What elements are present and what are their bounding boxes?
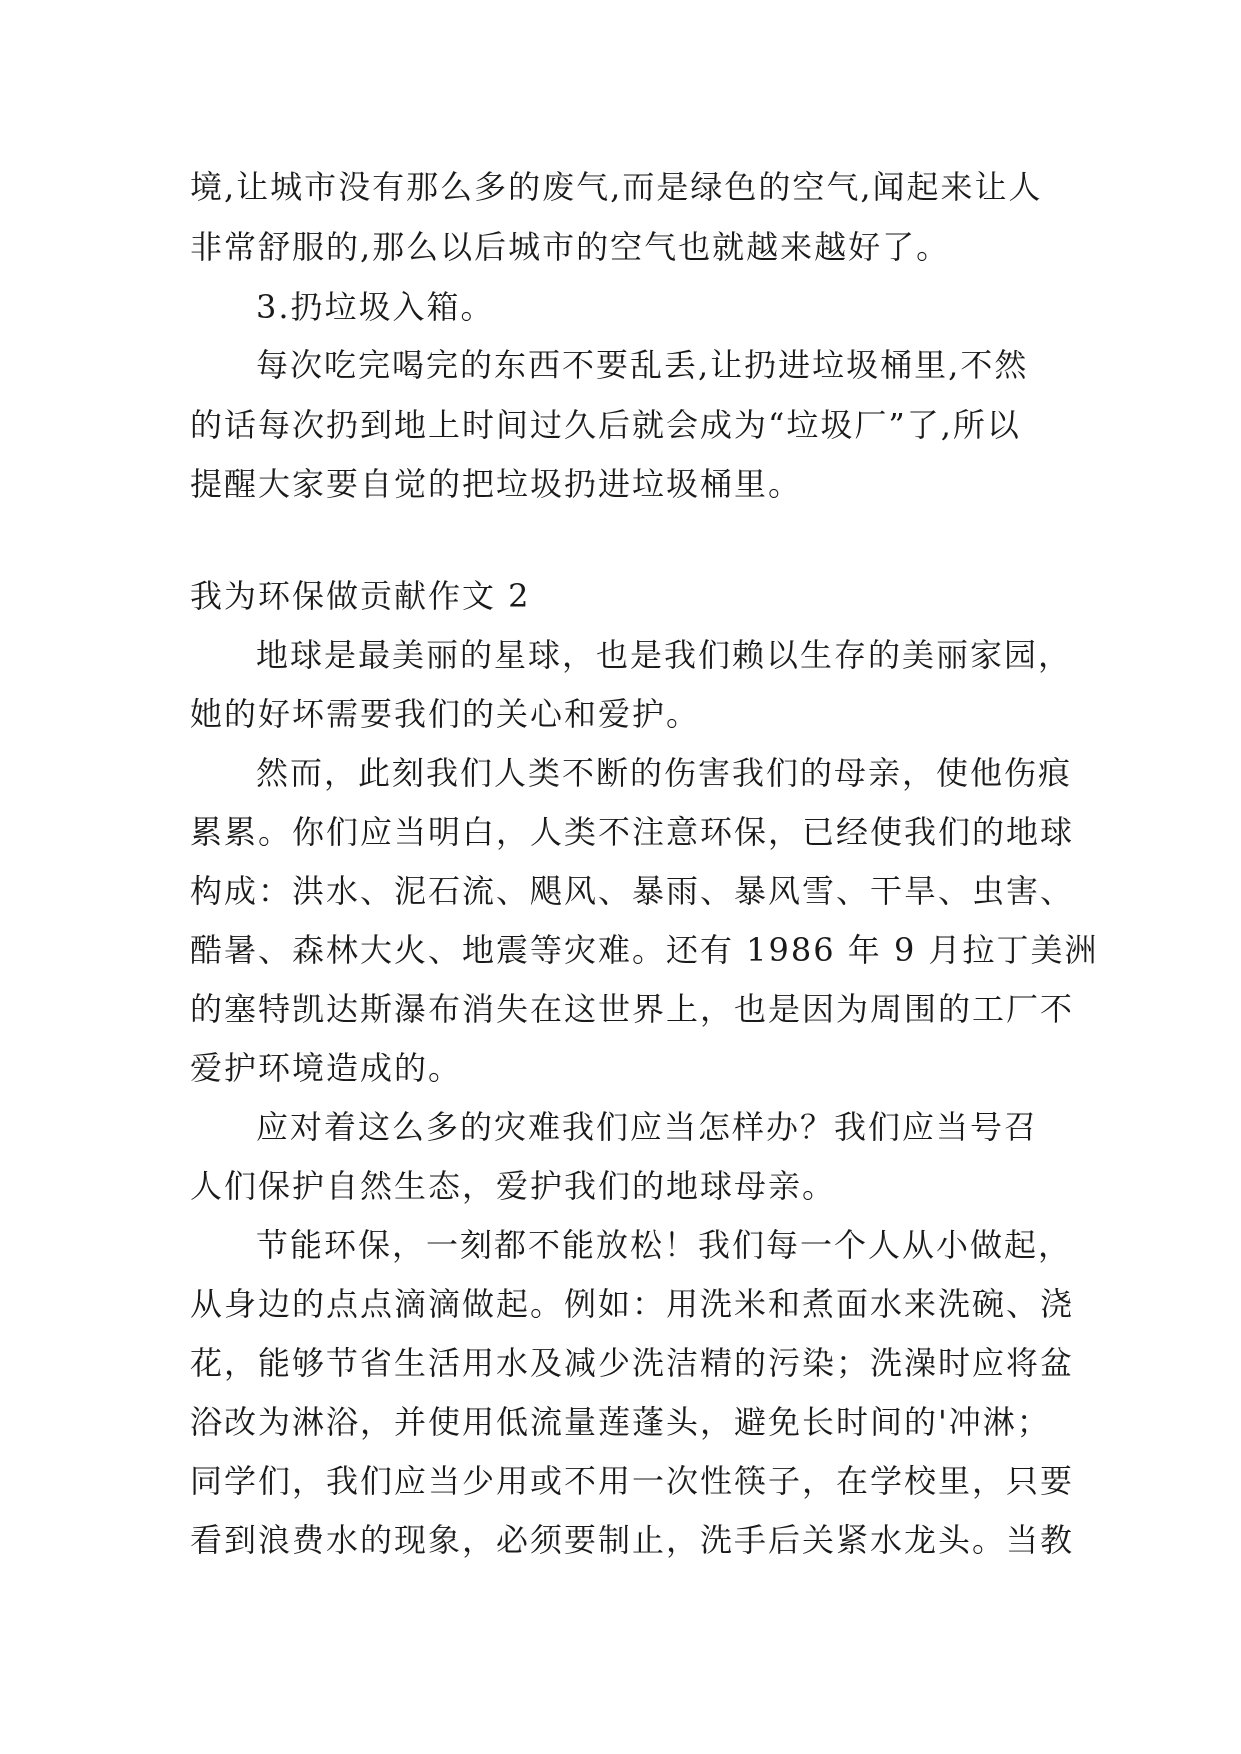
paragraph-line: 浴改为淋浴，并使用低流量莲蓬头，避免长时间的'冲淋； [190, 1403, 1051, 1441]
paragraph-line: 节能环保，一刻都不能放松！我们每一个人从小做起， [256, 1226, 1073, 1264]
paragraph-line: 人们保护自然生态，爱护我们的地球母亲。 [190, 1167, 837, 1205]
paragraph-line: 非常舒服的,那么以后城市的空气也就越来越好了。 [190, 228, 951, 266]
paragraph-line: 每次吃完喝完的东西不要乱丢,让扔进垃圾桶里,不然 [256, 346, 1029, 384]
paragraph-line: 从身边的点点滴滴做起。例如：用洗米和煮面水来洗碗、浇 [190, 1285, 1075, 1323]
paragraph-line: 的塞特凯达斯瀑布消失在这世界上，也是因为周围的工厂不 [190, 990, 1075, 1028]
paragraph-line: 提醒大家要自觉的把垃圾扔进垃圾桶里。 [190, 465, 803, 503]
paragraph-line: 的话每次扔到地上时间过久后就会成为“垃圾厂”了,所以 [190, 406, 1021, 444]
paragraph-line: 应对着这么多的灾难我们应当怎样办？我们应当号召 [256, 1108, 1039, 1146]
paragraph-line: 构成：洪水、泥石流、飓风、暴雨、暴风雪、干旱、虫害、 [190, 872, 1075, 910]
paragraph-line: 看到浪费水的现象，必须要制止，洗手后关紧水龙头。当教 [190, 1521, 1075, 1559]
paragraph-line: 然而，此刻我们人类不断的伤害我们的母亲，使他伤痕 [256, 754, 1073, 792]
section-title: 我为环保做贡献作文 2 [190, 577, 531, 615]
paragraph-line: 地球是最美丽的星球，也是我们赖以生存的美丽家园， [256, 636, 1073, 674]
list-item-heading: 3.扔垃圾入箱。 [256, 288, 495, 326]
paragraph-line: 她的好坏需要我们的关心和爱护。 [190, 695, 701, 733]
paragraph-line: 爱护环境造成的。 [190, 1049, 463, 1087]
paragraph-line: 境,让城市没有那么多的废气,而是绿色的空气,闻起来让人 [190, 168, 1043, 206]
paragraph-line: 累累。你们应当明白，人类不注意环保，已经使我们的地球 [190, 813, 1075, 851]
paragraph-line: 酷暑、森林大火、地震等灾难。还有 1986 年 9 月拉丁美洲 [190, 931, 1099, 969]
paragraph-line: 同学们，我们应当少用或不用一次性筷子，在学校里，只要 [190, 1462, 1075, 1500]
paragraph-line: 花，能够节省生活用水及减少洗洁精的污染；洗澡时应将盆 [190, 1344, 1075, 1382]
